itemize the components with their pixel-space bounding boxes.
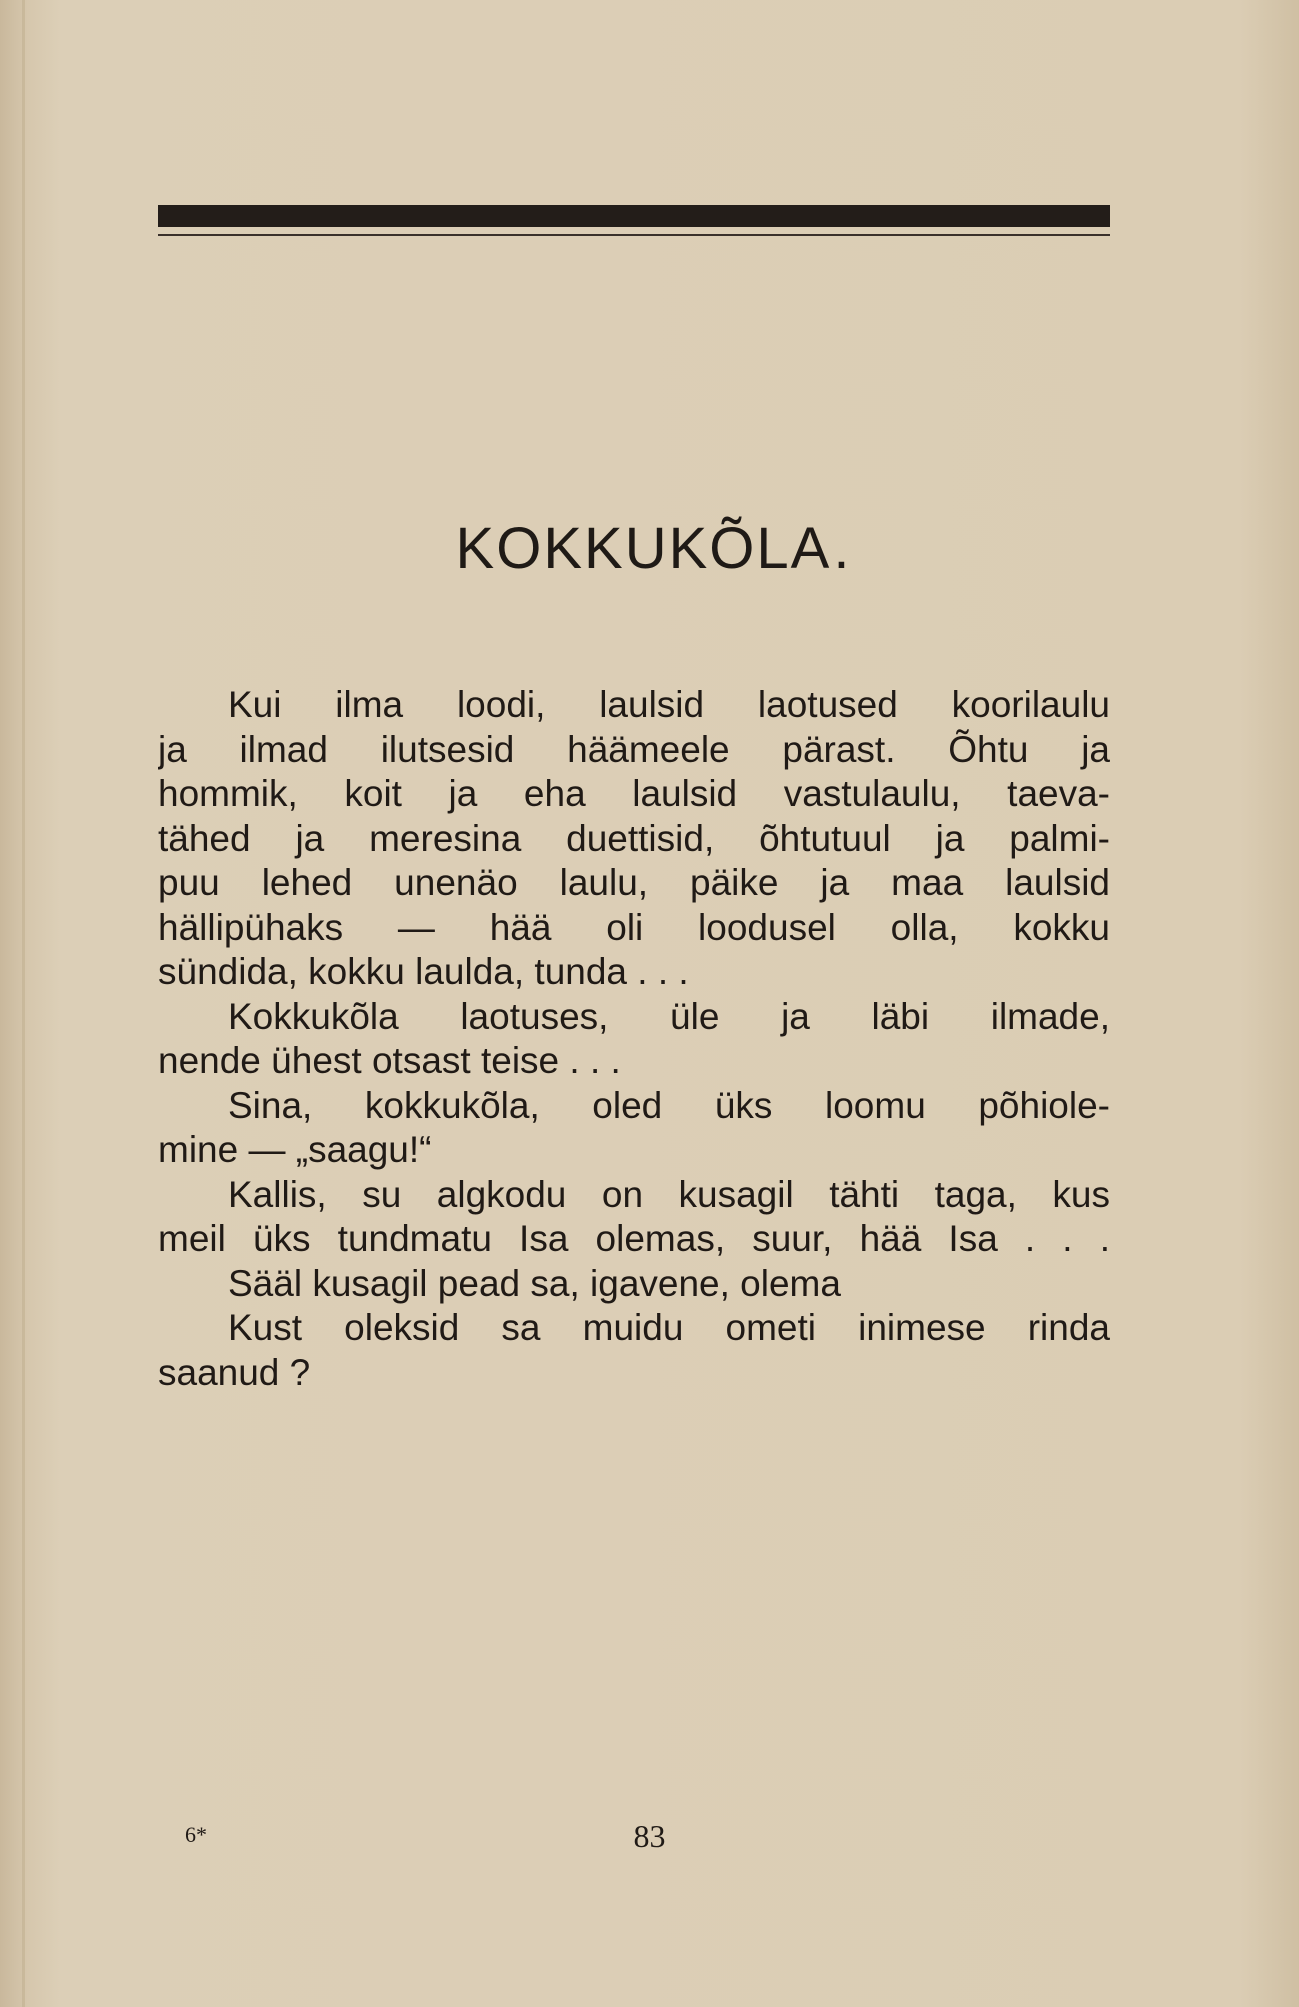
text-line: meil üks tundmatu Isa olemas, suur, hää Isa . . . — [158, 1218, 1110, 1259]
text-line: Kallis, su algkodu on kusagil tähti taga, kus — [228, 1173, 1110, 1215]
text-line: nende ühest otsast teise . . . — [158, 1040, 621, 1081]
header-rule-thick — [158, 205, 1110, 227]
text-line: saanud ? — [158, 1351, 311, 1393]
chapter-title — [0, 516, 1299, 581]
text-line: puu lehed unenäo laulu, päike ja maa laulsid — [158, 862, 1110, 903]
text-line: ja ilmad ilutsesid häämeele pärast. Õhtu ja — [158, 728, 1110, 770]
chapter-title-period: . — [833, 516, 852, 581]
body-text — [158, 683, 1110, 1395]
text-line: sündida, kokku laulda, tunda . . . — [158, 951, 689, 992]
chapter-title-text: KOKKUKÕLA — [455, 516, 832, 581]
header-rule-thin — [158, 234, 1110, 236]
text-line: Kokkukõla laotuses, üle ja läbi ilmade, — [228, 995, 1110, 1037]
text-line: Sina, kokkukõla, oled üks loomu põhiole- — [228, 1084, 1110, 1126]
text-line: Kui ilma loodi, laulsid laotused koorilaulu — [228, 684, 1110, 725]
text-line: mine — „saagu!“ — [158, 1129, 432, 1170]
text-line: hommik, koit ja eha laulsid vastulaulu, taeva- — [158, 773, 1110, 814]
page-footer — [0, 1818, 1299, 1858]
text-line: tähed ja meresina duettisid, õhtutuul ja palmi- — [158, 817, 1110, 859]
text-line: Kust oleksid sa muidu ometi inimese rinda — [228, 1307, 1110, 1348]
page-number: 83 — [633, 1818, 666, 1854]
text-line: hällipühaks — hää oli loodusel olla, kokku — [158, 906, 1110, 948]
text-line: Sääl kusagil pead sa, igavene, olema — [228, 1262, 841, 1304]
page-spine-shadow — [22, 0, 25, 2007]
signature-mark: 6* — [185, 1822, 207, 1847]
